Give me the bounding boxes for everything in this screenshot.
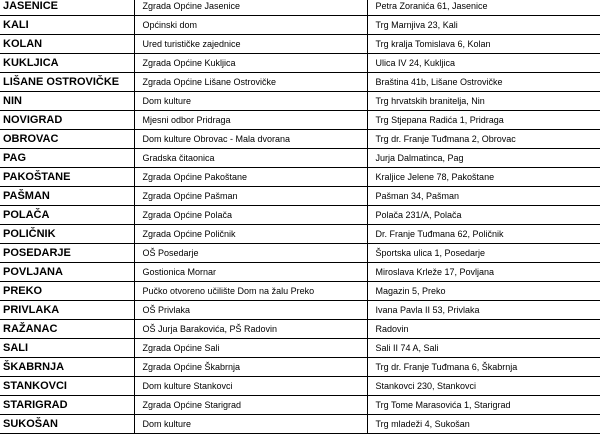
place-name-cell: SUKOŠAN (0, 415, 134, 434)
place-name-cell: POVLJANA (0, 263, 134, 282)
address-cell: Stankovci 230, Stankovci (367, 377, 600, 396)
table-row (0, 339, 600, 358)
address-cell: Trg Tome Marasovića 1, Starigrad (367, 396, 600, 415)
address-cell: Trg kralja Tomislava 6, Kolan (367, 35, 600, 54)
venue-cell: Gostionica Mornar (134, 263, 367, 282)
venue-cell: OŠ Privlaka (134, 301, 367, 320)
table-row (0, 35, 600, 54)
address-cell: Pašman 34, Pašman (367, 187, 600, 206)
venue-cell: Dom kulture (134, 92, 367, 111)
venue-cell: Dom kulture (134, 415, 367, 434)
venue-cell: Općinski dom (134, 16, 367, 35)
table-row (0, 54, 600, 73)
place-name-cell: KUKLJICA (0, 54, 134, 73)
place-name-cell: PRIVLAKA (0, 301, 134, 320)
table-row (0, 358, 600, 377)
table-row (0, 396, 600, 415)
place-name-cell: PREKO (0, 282, 134, 301)
place-name-cell: KOLAN (0, 35, 134, 54)
venue-cell: Zgrada Općine Kukljica (134, 54, 367, 73)
place-name-cell: RAŽANAC (0, 320, 134, 339)
table-row (0, 377, 600, 396)
address-cell: Trg Stjepana Radića 1, Pridraga (367, 111, 600, 130)
venue-cell: Zgrada Općine Pakoštane (134, 168, 367, 187)
table-row (0, 168, 600, 187)
venue-cell: Zgrada Općine Jasenice (134, 0, 367, 16)
venue-cell: Gradska čitaonica (134, 149, 367, 168)
address-cell: Trg Marnjiva 23, Kali (367, 16, 600, 35)
venue-cell: Zgrada Općine Sali (134, 339, 367, 358)
table-row (0, 301, 600, 320)
place-name-cell: KALI (0, 16, 134, 35)
address-cell: Miroslava Krleže 17, Povljana (367, 263, 600, 282)
address-cell: Trg dr. Franje Tuđmana 6, Škabrnja (367, 358, 600, 377)
address-cell: Dr. Franje Tuđmana 62, Poličnik (367, 225, 600, 244)
place-name-cell: PAG (0, 149, 134, 168)
place-name-cell: SALI (0, 339, 134, 358)
venue-cell: Zgrada Općine Poličnik (134, 225, 367, 244)
address-cell: Braština 41b, Lišane Ostrovičke (367, 73, 600, 92)
venue-cell: OŠ Jurja Barakovića, PŠ Radovin (134, 320, 367, 339)
table-row (0, 111, 600, 130)
place-name-cell: STARIGRAD (0, 396, 134, 415)
place-name-cell: POLIČNIK (0, 225, 134, 244)
address-cell: Trg hrvatskih branitelja, Nin (367, 92, 600, 111)
table-row (0, 415, 600, 434)
address-cell: Jurja Dalmatinca, Pag (367, 149, 600, 168)
venue-cell: Zgrada Općine Lišane Ostrovičke (134, 73, 367, 92)
table-row (0, 282, 600, 301)
venue-cell: Ured turističke zajednice (134, 35, 367, 54)
table-row (0, 16, 600, 35)
address-cell: Radovin (367, 320, 600, 339)
address-cell: Trg mladeži 4, Sukošan (367, 415, 600, 434)
place-name-cell: OBROVAC (0, 130, 134, 149)
table-row (0, 187, 600, 206)
place-name-cell: NOVIGRAD (0, 111, 134, 130)
place-name-cell: POLAČA (0, 206, 134, 225)
table-row (0, 149, 600, 168)
place-name-cell: ŠKABRNJA (0, 358, 134, 377)
place-name-cell: POSEDARJE (0, 244, 134, 263)
place-name-cell: LIŠANE OSTROVIČKE (0, 73, 134, 92)
address-cell: Polača 231/A, Polača (367, 206, 600, 225)
address-cell: Petra Zoranića 61, Jasenice (367, 0, 600, 16)
address-cell: Ivana Pavla II 53, Privlaka (367, 301, 600, 320)
address-cell: Športska ulica 1, Posedarje (367, 244, 600, 263)
venue-cell: Zgrada Općine Škabrnja (134, 358, 367, 377)
venue-cell: Zgrada Općine Starigrad (134, 396, 367, 415)
table-row (0, 320, 600, 339)
table-row (0, 92, 600, 111)
address-cell: Kraljice Jelene 78, Pakoštane (367, 168, 600, 187)
venue-cell: Mjesni odbor Pridraga (134, 111, 367, 130)
venue-cell: OŠ Posedarje (134, 244, 367, 263)
venue-cell: Dom kulture Stankovci (134, 377, 367, 396)
table-row (0, 73, 600, 92)
address-cell: Sali II 74 A, Sali (367, 339, 600, 358)
place-name-cell: PAŠMAN (0, 187, 134, 206)
place-name-cell: STANKOVCI (0, 377, 134, 396)
venue-cell: Dom kulture Obrovac - Mala dvorana (134, 130, 367, 149)
table-row (0, 244, 600, 263)
table-row (0, 206, 600, 225)
place-name-cell: JASENICE (0, 0, 134, 16)
place-name-cell: NIN (0, 92, 134, 111)
address-cell: Ulica IV 24, Kukljica (367, 54, 600, 73)
place-name-cell: PAKOŠTANE (0, 168, 134, 187)
venue-cell: Zgrada Općine Polača (134, 206, 367, 225)
table-row (0, 0, 600, 16)
venue-cell: Pučko otvoreno učilište Dom na žalu Preko (134, 282, 367, 301)
address-cell: Trg dr. Franje Tuđmana 2, Obrovac (367, 130, 600, 149)
table-row (0, 225, 600, 244)
venue-cell: Zgrada Općine Pašman (134, 187, 367, 206)
table-row (0, 263, 600, 282)
table-row (0, 130, 600, 149)
address-cell: Magazin 5, Preko (367, 282, 600, 301)
